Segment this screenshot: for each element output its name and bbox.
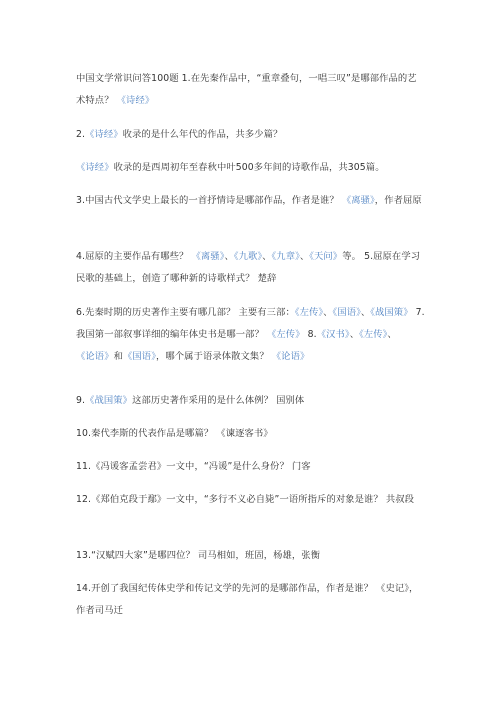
paragraph-text: 、 xyxy=(323,307,333,318)
book-title-link[interactable]: 《论语》 xyxy=(271,351,310,362)
paragraph-q13 xyxy=(76,545,426,567)
book-title-link[interactable]: 《离骚》 xyxy=(341,195,375,206)
paragraph-q3 xyxy=(76,190,426,212)
paragraph-text: 、 xyxy=(387,329,397,340)
paragraph-text: 8. xyxy=(304,329,317,340)
paragraph-text: 和 xyxy=(113,351,123,362)
book-title-link[interactable]: 《诗经》 xyxy=(85,129,123,140)
paragraph-text: 、 xyxy=(262,251,272,262)
book-title-link[interactable]: 《诗经》 xyxy=(76,162,114,173)
book-title-link[interactable]: 《战国策》 xyxy=(370,307,413,318)
paragraph-text: 收录的是什么年代的作品，共多少篇？ xyxy=(122,129,283,140)
paragraph-text: 7.我国第一部叙事详细的编年体史书是哪一部？ xyxy=(76,307,425,340)
paragraph-text: 6.先秦时期的历史著作主要有哪几部？ 主要有三部： xyxy=(76,307,295,318)
paragraph-q14 xyxy=(76,578,426,622)
paragraph-text: 、 xyxy=(360,307,371,318)
book-title-link[interactable]: 《九歌》 xyxy=(233,251,263,262)
paragraph-intro-q1 xyxy=(76,68,426,112)
book-title-link[interactable]: 《汉书》 xyxy=(316,329,350,340)
paragraph-text: 10.秦代李斯的代表作品是哪篇？ 《谏逐客书》 xyxy=(76,428,273,439)
paragraph-text: 中国文学常识问答100题 1.在先秦作品中，“重章叠句，一唱三叹”是哪部作品的艺术特点？ xyxy=(76,73,417,106)
paragraph-text: 等。 5.屈原在学习民歌的基础上，创造了哪种新的诗歌样式？ 楚辞 xyxy=(76,251,421,284)
paragraph-text: 这部历史著作采用的是什么体例？ 国别体 xyxy=(132,395,305,406)
paragraph-q10 xyxy=(76,423,426,445)
book-title-link[interactable]: 《国语》 xyxy=(332,307,361,318)
paragraph-q6-q8 xyxy=(76,302,426,368)
paragraph-text: 、 xyxy=(299,251,310,262)
paragraph-text: 、 xyxy=(224,251,234,262)
paragraph-a2 xyxy=(76,157,426,179)
book-title-link[interactable]: 《战国策》 xyxy=(85,395,133,406)
paragraph-q12 xyxy=(76,489,426,511)
book-title-link[interactable]: 《左传》 xyxy=(294,307,324,318)
book-title-link[interactable]: 《国语》 xyxy=(123,351,156,362)
paragraph-text: 9. xyxy=(76,395,86,406)
paragraph-text: 收录的是西周初年至春秋中叶500多年间的诗歌作品，共305篇。 xyxy=(113,162,385,173)
paragraph-text: 2. xyxy=(76,129,86,140)
paragraph-text: 14.开创了我国纪传体史学和传记文学的先河的是哪部作品，作者是谁？ 《史记》，作者司马迁 xyxy=(76,583,419,616)
paragraph-q11 xyxy=(76,456,426,478)
paragraph-q9 xyxy=(76,390,426,412)
paragraph-q2 xyxy=(76,124,426,146)
book-title-link[interactable]: 《左传》 xyxy=(267,329,305,340)
paragraph-text: 12.《郑伯克段于鄢》一文中，“多行不义必自毙”一语所指斥的对象是谁？ 共叔段 xyxy=(76,494,415,505)
book-title-link[interactable]: 《左传》 xyxy=(359,329,388,340)
paragraph-text: ，哪个属于语录体散文集？ xyxy=(155,351,272,362)
paragraph-text: 、 xyxy=(349,329,360,340)
book-title-link[interactable]: 《诗经》 xyxy=(116,95,155,106)
book-title-link[interactable]: 《九章》 xyxy=(271,251,300,262)
paragraph-text: 3.中国古代文学史上最长的一首抒情诗是哪部作品，作者是谁？ xyxy=(76,195,342,206)
paragraph-text: 11.《冯谖客孟尝君》一文中，“冯谖”是什么身份？ 门客 xyxy=(76,461,311,472)
paragraph-q4-q5 xyxy=(76,246,426,290)
paragraph-text: 4.屈原的主要作品有哪些？ xyxy=(76,251,192,262)
book-title-link[interactable]: 《离骚》 xyxy=(191,251,225,262)
book-title-link[interactable]: 《天问》 xyxy=(309,251,343,262)
paragraph-text: 13.“汉赋四大家”是哪四位？ 司马相如，班固，杨雄，张衡 xyxy=(76,550,321,561)
paragraph-text: ，作者屈原 xyxy=(374,195,422,206)
book-title-link[interactable]: 《论语》 xyxy=(76,351,114,362)
